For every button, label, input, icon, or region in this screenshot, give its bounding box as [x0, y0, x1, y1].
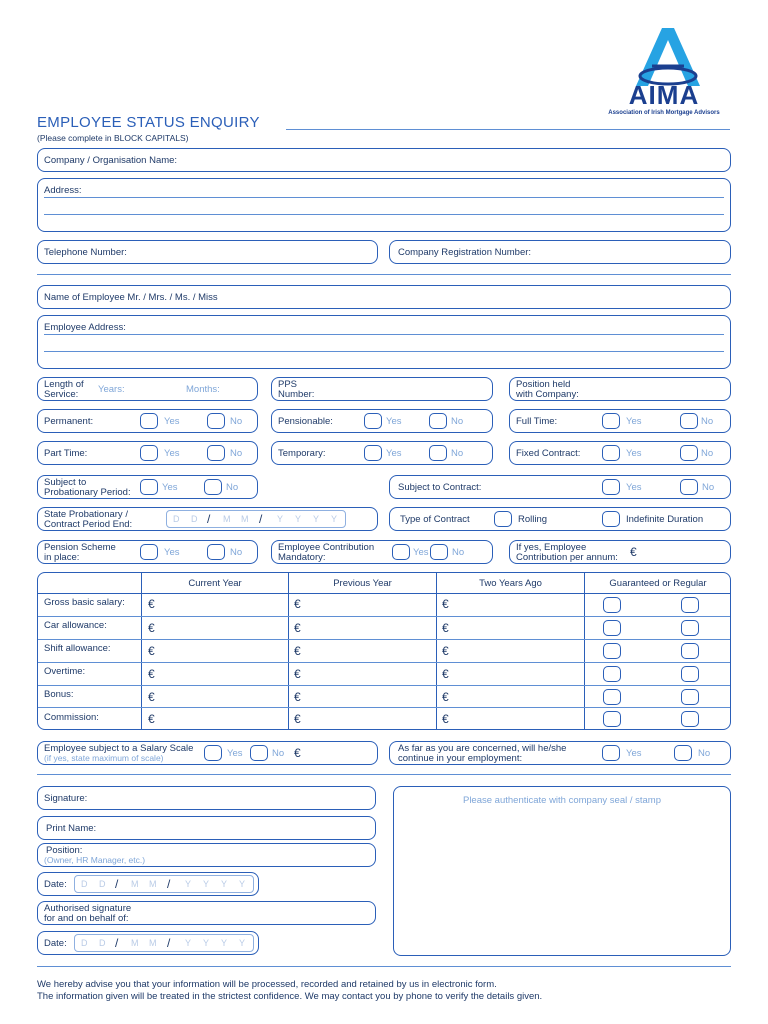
- contribution-per-annum-label: If yes, Employee Contribution per annum:: [516, 542, 618, 563]
- yes-label: Yes: [386, 448, 402, 459]
- yes-label: Yes: [164, 416, 180, 427]
- no-label: No: [230, 547, 243, 558]
- signature-label: Signature:: [44, 793, 88, 804]
- date-year-placeholder: Y: [239, 879, 246, 889]
- two-years-ago-euro[interactable]: €: [442, 621, 449, 635]
- date-day-placeholder: D: [99, 938, 106, 948]
- date-month-placeholder: M: [241, 514, 249, 524]
- fixed-contract-field: [509, 441, 731, 465]
- row-label: Overtime:: [44, 666, 86, 677]
- date-separator: /: [115, 877, 119, 891]
- part-time-no-checkbox[interactable]: [207, 445, 225, 461]
- date-separator: /: [207, 512, 211, 526]
- contribution-no-checkbox[interactable]: [430, 544, 448, 560]
- no-label: No: [452, 547, 465, 558]
- date-month-placeholder: M: [149, 938, 157, 948]
- page-title: EMPLOYEE STATUS ENQUIRY: [37, 114, 260, 131]
- authorised-signature-field[interactable]: [37, 901, 376, 925]
- pension-yes-checkbox[interactable]: [140, 544, 158, 560]
- date-label: Date:: [44, 879, 67, 890]
- page-subtitle: (Please complete in BLOCK CAPITALS): [37, 133, 189, 143]
- date-year-placeholder: Y: [331, 514, 338, 524]
- pps-label: PPS Number:: [278, 379, 315, 400]
- current-year-euro[interactable]: €: [148, 621, 155, 635]
- authorised-date-input[interactable]: [74, 934, 254, 952]
- years-label: Years:: [98, 384, 125, 395]
- title-underline: [286, 129, 730, 130]
- pension-scheme-field: [37, 540, 258, 564]
- position-label: Position:: [46, 845, 83, 856]
- table-header: Current Year: [188, 578, 242, 589]
- pensionable-label: Pensionable:: [278, 416, 333, 427]
- pensionable-field: [271, 409, 493, 433]
- table-row-divider: [38, 685, 731, 686]
- previous-year-euro[interactable]: €: [294, 621, 301, 635]
- no-label: No: [451, 448, 464, 459]
- type-of-contract-field: [389, 507, 731, 531]
- date-month-placeholder: M: [131, 879, 139, 889]
- date-year-placeholder: Y: [185, 879, 192, 889]
- yes-label: Yes: [386, 416, 402, 427]
- indefinite-checkbox[interactable]: [602, 511, 620, 527]
- pension-no-checkbox[interactable]: [207, 544, 225, 560]
- employee-address-field[interactable]: [37, 315, 731, 369]
- yes-label: Yes: [626, 748, 642, 759]
- length-of-service-field[interactable]: [37, 377, 258, 401]
- previous-year-euro[interactable]: €: [294, 597, 301, 611]
- fixed-contract-no-checkbox[interactable]: [680, 445, 698, 461]
- state-probationary-field: [37, 507, 378, 531]
- position-note: (Owner, HR Manager, etc.): [44, 855, 146, 865]
- guaranteed-checkbox[interactable]: [603, 597, 621, 613]
- subject-contract-field: [389, 475, 731, 499]
- euro-symbol: €: [630, 545, 637, 559]
- current-year-euro[interactable]: €: [148, 690, 155, 704]
- probationary-no-checkbox[interactable]: [204, 479, 222, 495]
- date-year-placeholder: Y: [239, 938, 246, 948]
- date-separator: /: [115, 936, 119, 950]
- yes-label: Yes: [164, 448, 180, 459]
- no-label: No: [272, 748, 285, 759]
- address-line: [44, 351, 724, 352]
- yes-label: Yes: [626, 482, 642, 493]
- employee-name-label: Name of Employee Mr. / Mrs. / Ms. / Miss: [44, 292, 218, 303]
- table-col-divider: [436, 573, 437, 729]
- permanent-yes-checkbox[interactable]: [140, 413, 158, 429]
- yes-label: Yes: [227, 748, 243, 759]
- yes-label: Yes: [626, 416, 642, 427]
- previous-year-euro[interactable]: €: [294, 712, 301, 726]
- probationary-label: Subject to Probationary Period:: [44, 477, 131, 498]
- part-time-yes-checkbox[interactable]: [140, 445, 158, 461]
- temporary-field: [271, 441, 493, 465]
- date-year-placeholder: Y: [185, 938, 192, 948]
- yes-label: Yes: [164, 547, 180, 558]
- yes-label: Yes: [626, 448, 642, 459]
- date-year-placeholder: Y: [203, 938, 210, 948]
- previous-year-euro[interactable]: €: [294, 667, 301, 681]
- print-name-label: Print Name:: [46, 823, 97, 834]
- date-separator: /: [259, 512, 263, 526]
- salary-scale-note: (if yes, state maximum of scale): [44, 753, 164, 763]
- contribution-per-annum-field[interactable]: [509, 540, 731, 564]
- euro-symbol: €: [294, 746, 301, 760]
- subject-contract-no-checkbox[interactable]: [680, 479, 698, 495]
- date-month-placeholder: M: [131, 938, 139, 948]
- two-years-ago-euro[interactable]: €: [442, 597, 449, 611]
- current-year-euro[interactable]: €: [148, 667, 155, 681]
- date-label: Date:: [44, 938, 67, 949]
- row-label: Car allowance:: [44, 620, 107, 631]
- continue-yes-checkbox[interactable]: [602, 745, 620, 761]
- row-label: Gross basic salary:: [44, 597, 125, 608]
- position-held-field[interactable]: [509, 377, 731, 401]
- employee-name-field[interactable]: [37, 285, 731, 309]
- no-label: No: [230, 448, 243, 459]
- continue-employment-field: [389, 741, 731, 765]
- telephone-label: Telephone Number:: [44, 247, 127, 258]
- position-field[interactable]: [37, 843, 376, 867]
- table-row-divider: [38, 639, 731, 640]
- full-time-yes-checkbox[interactable]: [602, 413, 620, 429]
- address-line: [44, 214, 724, 215]
- date-year-placeholder: Y: [221, 938, 228, 948]
- no-label: No: [702, 482, 715, 493]
- continue-no-checkbox[interactable]: [674, 745, 692, 761]
- continue-employment-label: As far as you are concerned, will he/she continue in your employment:: [398, 743, 567, 764]
- pensionable-no-checkbox[interactable]: [429, 413, 447, 429]
- two-years-ago-euro[interactable]: €: [442, 667, 449, 681]
- part-time-field: [37, 441, 258, 465]
- regular-checkbox[interactable]: [681, 620, 699, 636]
- subject-contract-yes-checkbox[interactable]: [602, 479, 620, 495]
- date-year-placeholder: Y: [203, 879, 210, 889]
- previous-year-euro[interactable]: €: [294, 690, 301, 704]
- address-label: Address:: [44, 185, 82, 196]
- probationary-field: [37, 475, 258, 499]
- signature-date-input[interactable]: [74, 875, 254, 893]
- registration-field[interactable]: [389, 240, 731, 264]
- full-time-field: [509, 409, 731, 433]
- table-header: Two Years Ago: [479, 578, 542, 589]
- logo-tagline: Association of Irish Mortgage Advisors: [608, 110, 720, 116]
- part-time-label: Part Time:: [44, 448, 88, 459]
- regular-checkbox[interactable]: [681, 597, 699, 613]
- months-label: Months:: [186, 384, 220, 395]
- contribution-yes-checkbox[interactable]: [392, 544, 410, 560]
- footer-text-line2: The information given will be treated in the strictest confidence. We may contact you by phone to verify the details given.: [37, 991, 543, 1002]
- date-separator: /: [167, 877, 171, 891]
- address-line: [44, 197, 724, 198]
- logo-wordmark: AIMA: [628, 80, 700, 110]
- date-field: [37, 872, 259, 896]
- date-day-placeholder: D: [191, 514, 198, 524]
- salary-scale-label: Employee subject to a Salary Scale: [44, 743, 194, 754]
- rolling-label: Rolling: [518, 514, 548, 525]
- fixed-contract-yes-checkbox[interactable]: [602, 445, 620, 461]
- no-label: No: [698, 748, 711, 759]
- permanent-no-checkbox[interactable]: [207, 413, 225, 429]
- row-label: Bonus:: [44, 689, 74, 700]
- address-field[interactable]: [37, 178, 731, 232]
- two-years-ago-euro[interactable]: €: [442, 644, 449, 658]
- company-name-field[interactable]: [37, 148, 731, 172]
- date-month-placeholder: M: [223, 514, 231, 524]
- subject-contract-label: Subject to Contract:: [398, 482, 482, 493]
- date-separator: /: [167, 936, 171, 950]
- no-label: No: [226, 482, 239, 493]
- yes-label: Yes: [162, 482, 178, 493]
- yes-label: Yes: [413, 547, 429, 558]
- pension-label: Pension Scheme in place:: [44, 542, 116, 563]
- authorised-label: Authorised signature for and on behalf of:: [44, 903, 132, 924]
- temporary-label: Temporary:: [278, 448, 326, 459]
- pensionable-yes-checkbox[interactable]: [364, 413, 382, 429]
- temporary-yes-checkbox[interactable]: [364, 445, 382, 461]
- two-years-ago-euro[interactable]: €: [442, 712, 449, 726]
- table-row-divider: [38, 662, 731, 663]
- probationary-yes-checkbox[interactable]: [140, 479, 158, 495]
- date-day-placeholder: D: [99, 879, 106, 889]
- date-year-placeholder: Y: [277, 514, 284, 524]
- rolling-checkbox[interactable]: [494, 511, 512, 527]
- table-row-divider: [38, 616, 731, 617]
- date-month-placeholder: M: [149, 879, 157, 889]
- type-contract-label: Type of Contract: [400, 514, 470, 525]
- current-year-euro[interactable]: €: [148, 597, 155, 611]
- guaranteed-checkbox[interactable]: [603, 643, 621, 659]
- company-name-label: Company / Organisation Name:: [44, 155, 178, 166]
- table-row-divider: [38, 707, 731, 708]
- table-col-divider: [141, 573, 142, 729]
- salary-scale-field: [37, 741, 378, 765]
- employee-address-label: Employee Address:: [44, 322, 126, 333]
- authorised-date-field: [37, 931, 259, 955]
- print-name-field[interactable]: [37, 816, 376, 840]
- regular-checkbox[interactable]: [681, 666, 699, 682]
- date-year-placeholder: Y: [295, 514, 302, 524]
- regular-checkbox[interactable]: [681, 711, 699, 727]
- current-year-euro[interactable]: €: [148, 644, 155, 658]
- salary-scale-no-checkbox[interactable]: [250, 745, 268, 761]
- registration-label: Company Registration Number:: [398, 247, 532, 258]
- date-day-placeholder: D: [81, 938, 88, 948]
- signature-field[interactable]: [37, 786, 376, 810]
- indefinite-label: Indefinite Duration: [626, 514, 704, 525]
- section-divider: [37, 274, 731, 275]
- telephone-field[interactable]: [37, 240, 378, 264]
- length-label: Length of Service:: [44, 379, 84, 400]
- date-day-placeholder: D: [81, 879, 88, 889]
- fixed-contract-label: Fixed Contract:: [516, 448, 581, 459]
- salary-scale-yes-checkbox[interactable]: [204, 745, 222, 761]
- row-label: Commission:: [44, 712, 99, 723]
- company-seal-box[interactable]: [393, 786, 731, 956]
- date-day-placeholder: D: [173, 514, 180, 524]
- no-label: No: [701, 416, 714, 427]
- table-header: Guaranteed or Regular: [609, 578, 707, 589]
- position-held-label: Position held with Company:: [516, 379, 579, 400]
- regular-checkbox[interactable]: [681, 689, 699, 705]
- previous-year-euro[interactable]: €: [294, 644, 301, 658]
- row-label: Shift allowance:: [44, 643, 111, 654]
- guaranteed-checkbox[interactable]: [603, 620, 621, 636]
- regular-checkbox[interactable]: [681, 643, 699, 659]
- no-label: No: [230, 416, 243, 427]
- pps-number-field[interactable]: [271, 377, 493, 401]
- table-col-divider: [584, 573, 585, 729]
- date-year-placeholder: Y: [221, 879, 228, 889]
- temporary-no-checkbox[interactable]: [429, 445, 447, 461]
- footer-text-line1: We hereby advise you that your information will be processed, recorded and retained by us in electronic form.: [37, 979, 497, 990]
- full-time-label: Full Time:: [516, 416, 558, 427]
- table-header-divider: [38, 593, 731, 594]
- no-label: No: [701, 448, 714, 459]
- contribution-mandatory-label: Employee Contribution Mandatory:: [278, 542, 375, 563]
- contract-end-date-input[interactable]: [166, 510, 346, 528]
- address-line: [44, 334, 724, 335]
- no-label: No: [451, 416, 464, 427]
- permanent-label: Permanent:: [44, 416, 94, 427]
- permanent-field: [37, 409, 258, 433]
- state-probationary-label: State Probationary / Contract Period End:: [44, 509, 133, 530]
- two-years-ago-euro[interactable]: €: [442, 690, 449, 704]
- date-year-placeholder: Y: [313, 514, 320, 524]
- contribution-mandatory-field: [271, 540, 493, 564]
- seal-instruction: Please authenticate with company seal / stamp: [462, 795, 662, 806]
- aima-logo: [596, 24, 732, 120]
- guaranteed-checkbox[interactable]: [603, 689, 621, 705]
- guaranteed-checkbox[interactable]: [603, 711, 621, 727]
- table-col-divider: [288, 573, 289, 729]
- full-time-no-checkbox[interactable]: [680, 413, 698, 429]
- earnings-table: [37, 572, 731, 730]
- current-year-euro[interactable]: €: [148, 712, 155, 726]
- table-header: Previous Year: [333, 578, 392, 589]
- guaranteed-checkbox[interactable]: [603, 666, 621, 682]
- section-divider: [37, 774, 731, 775]
- footer-divider: [37, 966, 731, 967]
